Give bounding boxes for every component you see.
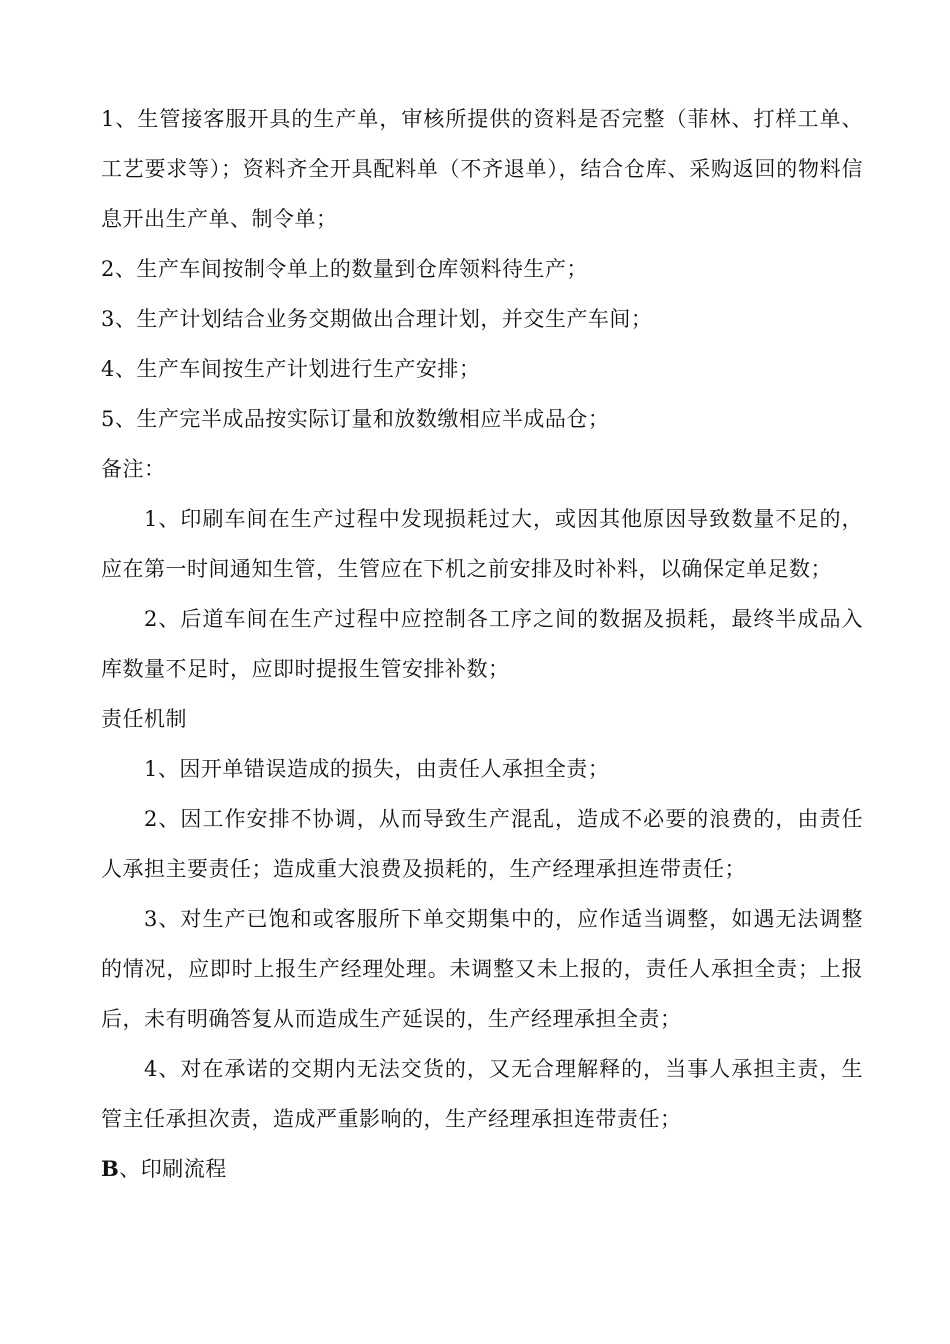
- step-paragraph-3: 3、生产计划结合业务交期做出合理计划，并交生产车间；: [101, 307, 653, 331]
- responsibility-paragraph-4: 4、对在承诺的交期内无法交货的，又无合理解释的，当事人承担主责，生管主任承担次责，造成严重影响的，生产经理承担连带责任；: [101, 1057, 863, 1131]
- responsibility-paragraph-3: 3、对生产已饱和或客服所下单交期集中的，应作适当调整，如遇无法调整的情况，应即时上报生产经理处理。未调整又未上报的，责任人承担全责；上报后，未有明确答复从而造成生产延误的，生产经理承担全责；: [101, 907, 863, 1031]
- step-paragraph-4: 4、生产车间按生产计划进行生产安排；: [101, 357, 481, 381]
- remarks-title: 备注：: [101, 457, 166, 481]
- responsibility-paragraph-2: 2、因工作安排不协调，从而导致生产混乱，造成不必要的浪费的，由责任人承担主要责任；造成重大浪费及损耗的，生产经理承担连带责任；: [101, 807, 863, 881]
- remark-paragraph-2: 2、后道车间在生产过程中应控制各工序之间的数据及损耗，最终半成品入库数量不足时，应即时提报生管安排补数；: [101, 607, 863, 681]
- remark-paragraph-1: 1、印刷车间在生产过程中发现损耗过大，或因其他原因导致数量不足的，应在第一时间通知生管，生管应在下机之前安排及时补料，以确保定单足数；: [101, 507, 863, 581]
- responsibility-title: 责任机制: [101, 707, 187, 731]
- section-b-title: 、印刷流程: [119, 1157, 227, 1181]
- responsibility-paragraph-1: 1、因开单错误造成的损失，由责任人承担全责；: [144, 757, 610, 781]
- step-paragraph-2: 2、生产车间按制令单上的数量到仓库领料待生产；: [101, 257, 588, 281]
- section-b-heading: [101, 1144, 863, 1194]
- section-b-letter: B: [101, 1156, 120, 1181]
- step-paragraph-1: 1、生管接客服开具的生产单，审核所提供的资料是否完整（菲林、打样工单、工艺要求等）；资料齐全开具配料单（不齐退单），结合仓库、采购返回的物料信息开出生产单、制令单；: [101, 107, 863, 231]
- step-paragraph-5: 5、生产完半成品按实际订量和放数缴相应半成品仓；: [101, 407, 610, 431]
- document-body: [101, 94, 863, 1194]
